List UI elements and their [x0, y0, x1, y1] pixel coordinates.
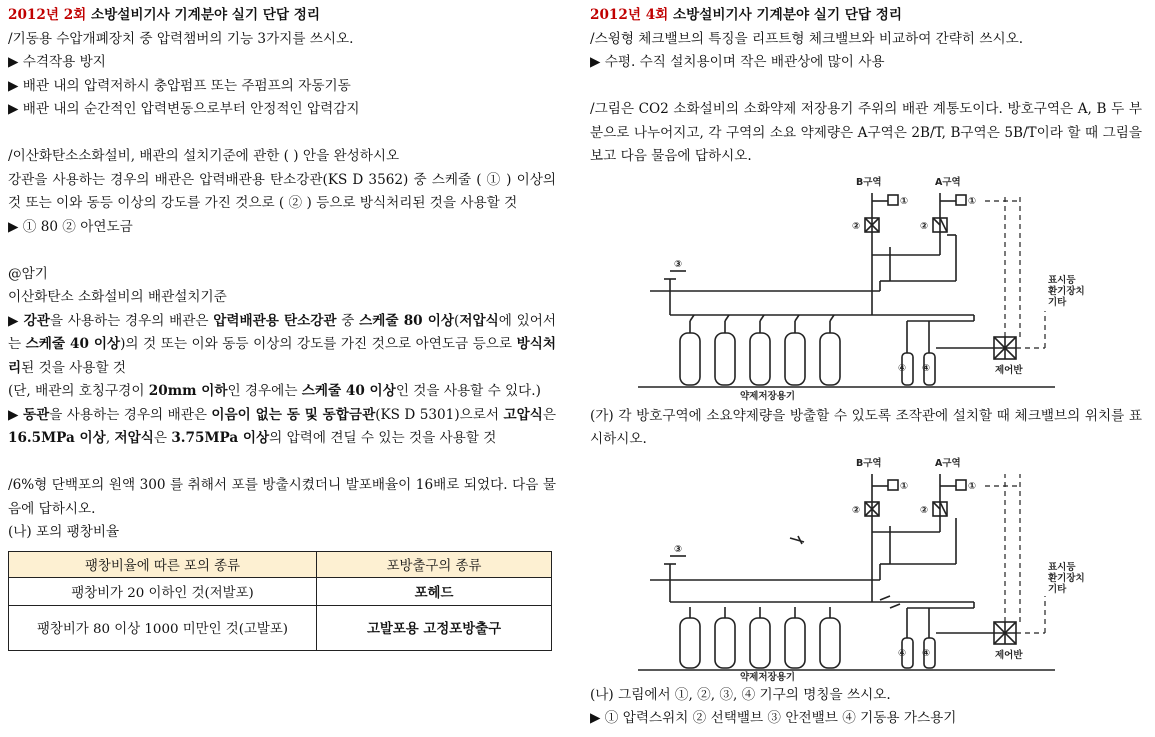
marker-1: ① [968, 195, 977, 207]
marker-2: ② [852, 504, 861, 516]
question-sub-b: (나) 그림에서 ①, ②, ③, ④ 기구의 명칭을 쓰시오. [590, 686, 891, 703]
panel-note: 환기장치 [1048, 572, 1085, 584]
marker-3: ③ [674, 258, 683, 270]
memo-steel-pipe: ▶ 강관을 사용하는 경우의 배관은 압력배관용 탄소강관 중 스케줄 80 이상(저압식에 있어서는 스케줄 40 이상)의 것 또는 이와 동등 이상의 강도를 가진 것으로 아연도금 등으로 방식처리된 것을 사용할 것 [8, 312, 556, 376]
foam-table [8, 551, 552, 651]
answer-line: ▶ ① 80 ② 아연도금 [8, 218, 133, 235]
answer-line: ▶ 수격작용 방지 [8, 54, 106, 70]
memo-heading: @암기 [8, 265, 48, 282]
marker-2: ② [920, 220, 929, 232]
question-foam-sub: (나) 포의 팽창비율 [8, 524, 120, 540]
question-co2-diagram: /그림은 CO2 소화설비의 소화약제 저장용기 주위의 배관 계통도이다. 방호구역은 A, B 두 부분으로 나누어지고, 각 구역의 소요 약제량은 A구역은 2B/T, B구역은 5B/T이라 할 때 그림을 보고 다음 물음에 답하시오. [590, 101, 1142, 164]
marker-4: ④ [898, 647, 907, 659]
left-title: 2012년 2회 소방설비기사 기계분야 실기 단답 정리 [8, 7, 321, 23]
panel-note: 기타 [1048, 583, 1067, 595]
marker-1: ① [900, 195, 909, 207]
memo-exception: (단, 배관의 호칭구경이 20mm 이하인 경우에는 스케줄 40 이상인 것을 사용할 수 있다.) [8, 383, 541, 399]
question-check-valve: /스윙형 체크밸브의 특징을 리프트형 체크밸브와 비교하여 간략히 쓰시오. [590, 30, 1024, 47]
memo-copper-pipe: ▶ 동관을 사용하는 경우의 배관은 이음이 없는 동 및 동합금관(KS D 5301)으로서 고압식은 16.5MPa 이상, 저압식은 3.75MPa 이상의 압력에 견딜 수 있는 것을 사용할 것 [8, 406, 556, 446]
storage-label: 약제저장용기 [740, 671, 796, 683]
control-label: 제어반 [995, 364, 1023, 376]
table-header: 포방출구의 종류 [317, 551, 552, 577]
question-co2-body: 강관을 사용하는 경우의 배관은 압력배관용 탄소강관(KS D 3562) 중 스케줄 ( ① ) 이상의 것 또는 이와 동등 이상의 강도를 가진 것으로 ( ② ) 등으로 방식처리된 것을 사용할 것 [8, 171, 556, 211]
marker-2: ② [852, 220, 861, 232]
marker-4: ④ [922, 362, 931, 374]
cylinder-group [680, 315, 840, 385]
question-pressure-chamber: /기동용 수압개폐장치 중 압력챔버의 기능 3가지를 쓰시오. [8, 30, 354, 47]
panel-note: 표시등 [1048, 274, 1076, 286]
panel-note: 표시등 [1048, 561, 1076, 573]
panel-note: 기타 [1048, 296, 1067, 308]
zone-a-label: A구역 [935, 457, 961, 469]
answer-line: ▶ ① 압력스위치 ② 선택밸브 ③ 안전밸브 ④ 기동용 가스용기 [590, 710, 957, 726]
question-co2-piping: /이산화탄소소화설비, 배관의 설치기준에 관한 ( ) 안을 완성하시오 [8, 148, 400, 164]
right-title: 2012년 4회 소방설비기사 기계분야 실기 단답 정리 [590, 7, 903, 23]
piping-diagram-2 [590, 452, 1142, 684]
answer-line: ▶ 배관 내의 압력저하시 충압펌프 또는 주펌프의 자동기동 [8, 77, 351, 94]
marker-4: ④ [922, 647, 931, 659]
table-cell: 포헤드 [317, 577, 552, 605]
question-foam: /6%형 단백포의 원액 300 를 취해서 포를 방출시켰더니 발포배율이 16배로 되었다. 다음 물음에 답하시오. [8, 477, 556, 517]
left-column [8, 4, 556, 651]
answer-line: ▶ 배관 내의 순간적인 압력변동으로부터 안정적인 압력감지 [8, 101, 360, 117]
table-cell: 고발포용 고정포방출구 [317, 605, 552, 650]
panel-note: 환기장치 [1048, 285, 1085, 297]
marker-2: ② [920, 504, 929, 516]
marker-1: ① [968, 480, 977, 492]
marker-3: ③ [674, 543, 683, 555]
marker-4: ④ [898, 362, 907, 374]
table-header: 팽창비율에 따른 포의 종류 [9, 551, 317, 577]
answer-line: ▶ 수평. 수직 설치용이며 작은 배관상에 많이 사용 [590, 54, 885, 70]
right-column [590, 4, 1142, 731]
marker-1: ① [900, 480, 909, 492]
zone-a-label: A구역 [935, 176, 961, 188]
memo-title: 이산화탄소 소화설비의 배관설치기준 [8, 289, 227, 305]
piping-diagram-1 [590, 171, 1142, 405]
zone-b-label: B구역 [856, 176, 882, 188]
zone-b-label: B구역 [856, 457, 882, 469]
cylinder-group [680, 607, 840, 668]
control-label: 제어반 [995, 649, 1023, 661]
table-cell: 팽창비가 80 이상 1000 미만인 것(고발포) [9, 605, 317, 650]
storage-label: 약제저장용기 [740, 390, 796, 402]
table-cell: 팽창비가 20 이하인 것(저발포) [9, 577, 317, 605]
question-sub-a: (가) 각 방호구역에 소요약제량을 방출할 수 있도록 조작관에 설치할 때 체크밸브의 위치를 표시하시오. [590, 407, 1142, 447]
